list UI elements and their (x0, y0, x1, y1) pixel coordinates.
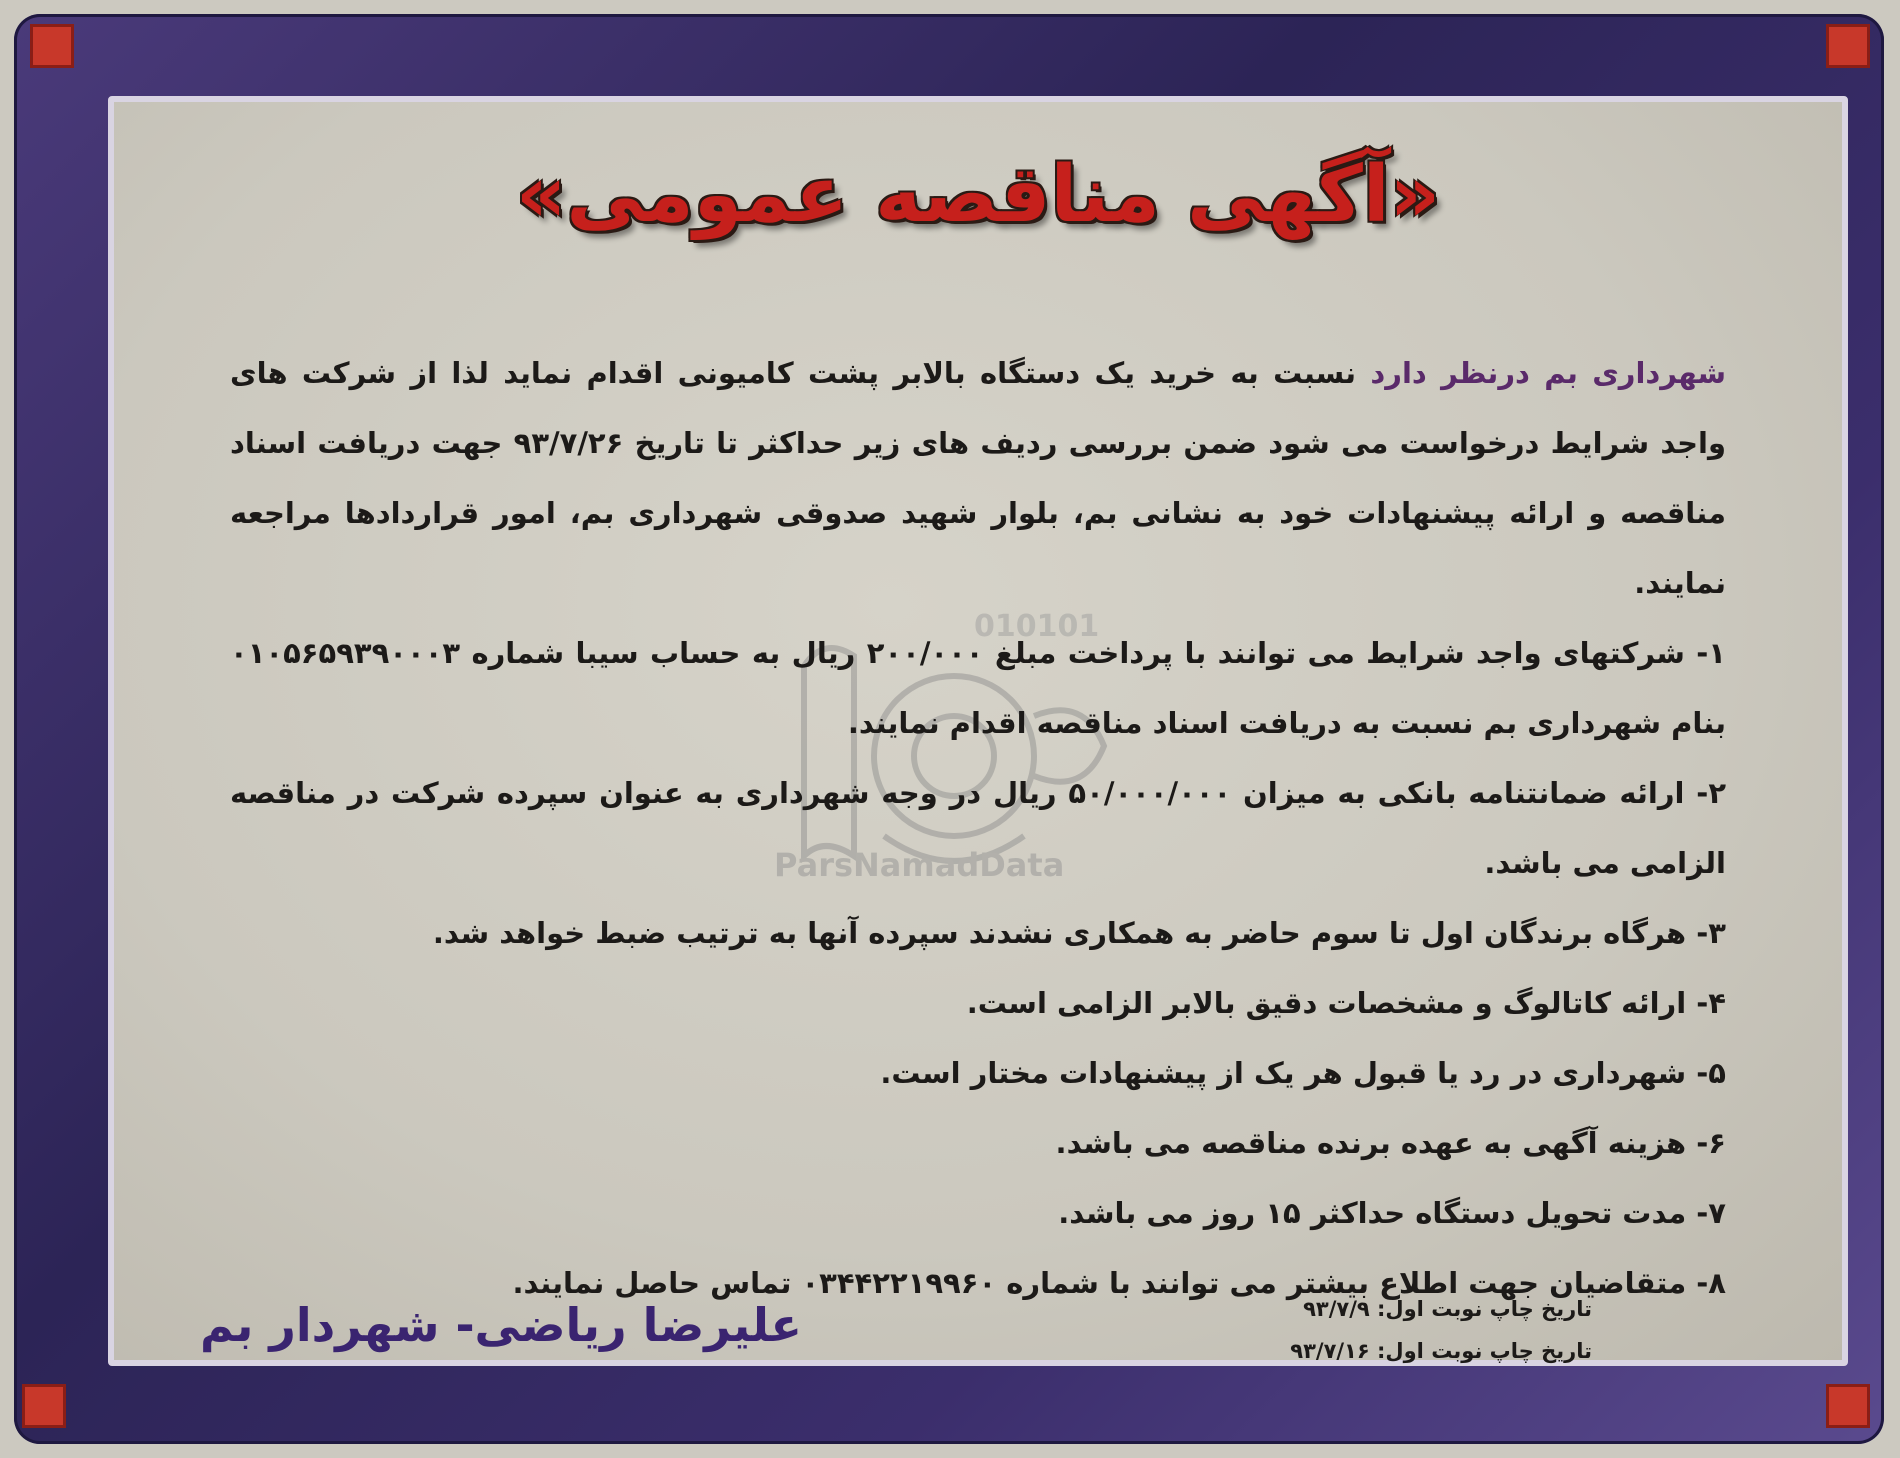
notice-title: «آگهی مناقصه عمومی» (516, 150, 1440, 240)
notice-item-5: ۵- شهرداری در رد یا قبول هر یک از پیشنهادات مختار است. (880, 1056, 1726, 1090)
notice-intro-text: نسبت به خرید یک دستگاه بالابر پشت کامیونی اقدام نماید لذا از شرکت های واجد شرایط درخواست می شود ضمن بررسی ردیف های زیر حداکثر تا تاریخ ۹۳/۷/۲۶ جهت دریافت اسناد مناقصه و ارائه پیشنهادات خود به نشانی بم، بلوار شهید صدوقی شهرداری بم، امور قراردادها مراجعه نمایند. (230, 356, 1726, 600)
signature: علیرضا ریاضی- شهردار بم (200, 1298, 802, 1352)
notice-item-6: ۶- هزینه آگهی به عهده برنده مناقصه می باشد. (1055, 1126, 1726, 1160)
corner-ornament-bottom-left (22, 1384, 66, 1428)
notice-paper (108, 96, 1848, 1366)
print-date-first: تاریخ چاپ نوبت اول: ۹۳/۷/۹ (1303, 1297, 1592, 1321)
corner-ornament-top-left (30, 24, 74, 68)
corner-ornament-top-right (1826, 24, 1870, 68)
notice-item-7: ۷- مدت تحویل دستگاه حداکثر ۱۵ روز می باشد. (1058, 1196, 1726, 1230)
corner-ornament-bottom-right (1826, 1384, 1870, 1428)
notice-body (230, 338, 1726, 1318)
notice-item-1: ۱- شرکتهای واجد شرایط می توانند با پرداخت مبلغ ۲۰۰/۰۰۰ ریال به حساب سیبا شماره ۰۱۰۵۶۵۹۳۹۰۰۰۳ بنام شهرداری بم نسبت به دریافت اسناد مناقصه اقدام نمایند. (230, 636, 1726, 740)
notice-item-4: ۴- ارائه کاتالوگ و مشخصات دقیق بالابر الزامی است. (966, 986, 1726, 1020)
notice-lead: شهرداری بم درنظر دارد (1370, 356, 1726, 390)
notice-item-3: ۳- هرگاه برندگان اول تا سوم حاضر به همکاری نشدند سپرده آنها به ترتیب ضبط خواهد شد. (432, 916, 1726, 950)
watermark-code: 010101 (974, 609, 1100, 644)
notice-item-2: ۲- ارائه ضمانتنامه بانکی به میزان ۵۰/۰۰۰/۰۰۰ ریال در وجه شهرداری به عنوان سپرده شرکت در مناقصه الزامی می باشد. (230, 776, 1727, 880)
print-date-second: تاریخ چاپ نوبت اول: ۹۳/۷/۱۶ (1290, 1339, 1592, 1363)
notice-intro (230, 338, 1726, 618)
print-dates (1290, 1288, 1592, 1372)
notice-item-8: ۸- متقاضیان جهت اطلاع بیشتر می توانند با شماره ۰۳۴۴۲۲۱۹۹۶۰ تماس حاصل نمایند. (512, 1266, 1726, 1300)
watermark-brand: ParsNamadData (774, 846, 1065, 884)
